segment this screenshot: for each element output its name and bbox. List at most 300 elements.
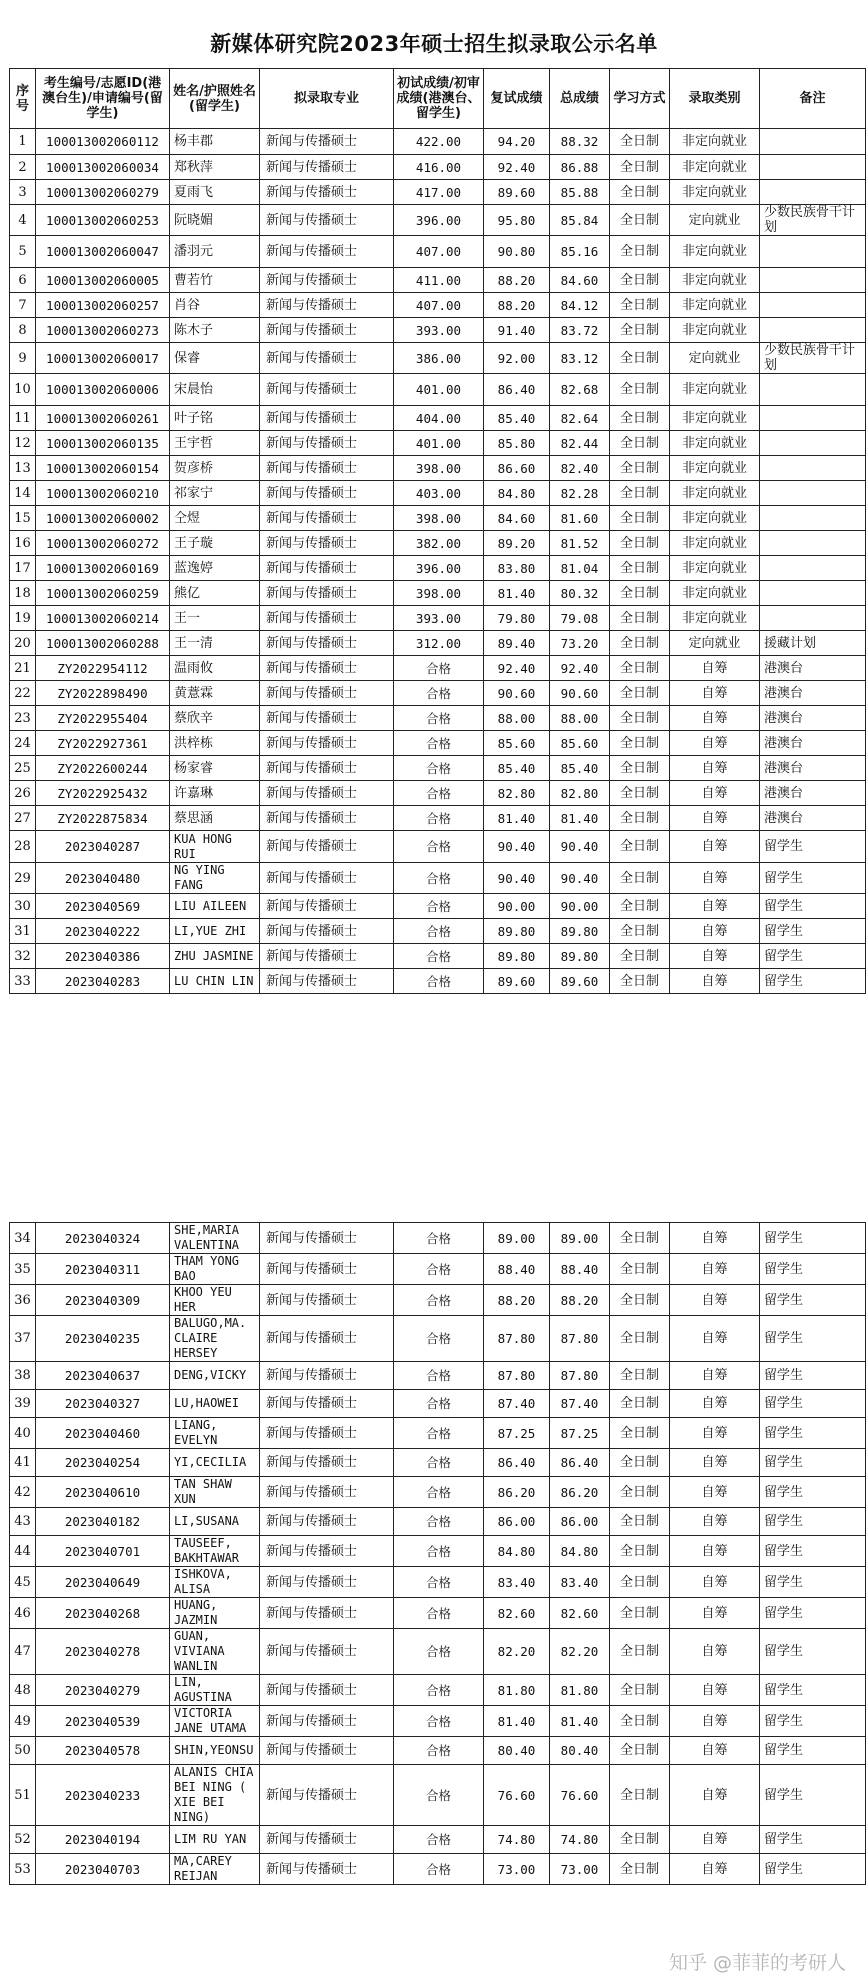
cell-note xyxy=(760,129,866,155)
cell-category: 自筹 xyxy=(670,756,760,781)
cell-name: YI,CECILIA xyxy=(170,1449,260,1477)
cell-major: 新闻与传播硕士 xyxy=(260,531,394,556)
cell-name: 仝煜 xyxy=(170,506,260,531)
cell-retest: 84.80 xyxy=(484,481,550,506)
cell-retest: 81.40 xyxy=(484,1706,550,1737)
cell-initial: 393.00 xyxy=(394,606,484,631)
header-id: 考生编号/志愿ID(港澳台生)/申请编号(留学生) xyxy=(36,69,170,129)
cell-total: 74.80 xyxy=(550,1826,610,1854)
cell-id: 2023040610 xyxy=(36,1477,170,1508)
cell-seq: 44 xyxy=(10,1536,36,1567)
cell-id: ZY2022925432 xyxy=(36,781,170,806)
cell-note xyxy=(760,431,866,456)
cell-seq: 22 xyxy=(10,681,36,706)
cell-major: 新闻与传播硕士 xyxy=(260,1254,394,1285)
cell-initial: 合格 xyxy=(394,656,484,681)
cell-seq: 17 xyxy=(10,556,36,581)
cell-seq: 8 xyxy=(10,318,36,343)
cell-mode: 全日制 xyxy=(610,681,670,706)
cell-category: 非定向就业 xyxy=(670,431,760,456)
cell-major: 新闻与传播硕士 xyxy=(260,1765,394,1826)
cell-mode: 全日制 xyxy=(610,1536,670,1567)
cell-category: 非定向就业 xyxy=(670,180,760,205)
cell-note: 少数民族骨干计划 xyxy=(760,343,866,374)
cell-mode: 全日制 xyxy=(610,205,670,236)
cell-initial: 合格 xyxy=(394,863,484,894)
cell-category: 自筹 xyxy=(670,1629,760,1675)
cell-mode: 全日制 xyxy=(610,969,670,994)
cell-id: 2023040194 xyxy=(36,1826,170,1854)
cell-retest: 83.40 xyxy=(484,1567,550,1598)
cell-note: 港澳台 xyxy=(760,681,866,706)
cell-retest: 85.80 xyxy=(484,431,550,456)
cell-id: 100013002060210 xyxy=(36,481,170,506)
cell-note xyxy=(760,556,866,581)
cell-total: 81.80 xyxy=(550,1675,610,1706)
cell-major: 新闻与传播硕士 xyxy=(260,236,394,268)
cell-category: 非定向就业 xyxy=(670,456,760,481)
cell-mode: 全日制 xyxy=(610,268,670,293)
cell-id: 100013002060002 xyxy=(36,506,170,531)
cell-major: 新闻与传播硕士 xyxy=(260,731,394,756)
cell-mode: 全日制 xyxy=(610,431,670,456)
cell-seq: 29 xyxy=(10,863,36,894)
cell-name: TAN SHAW XUN xyxy=(170,1477,260,1508)
cell-total: 80.40 xyxy=(550,1737,610,1765)
cell-category: 自筹 xyxy=(670,1598,760,1629)
header-seq: 序号 xyxy=(10,69,36,129)
cell-seq: 21 xyxy=(10,656,36,681)
table-row xyxy=(10,606,866,631)
cell-id: 2023040539 xyxy=(36,1706,170,1737)
table-row xyxy=(10,706,866,731)
cell-mode: 全日制 xyxy=(610,1598,670,1629)
cell-retest: 88.40 xyxy=(484,1254,550,1285)
cell-initial: 合格 xyxy=(394,1285,484,1316)
cell-initial: 398.00 xyxy=(394,456,484,481)
cell-seq: 43 xyxy=(10,1508,36,1536)
cell-name: NG YING FANG xyxy=(170,863,260,894)
cell-total: 81.40 xyxy=(550,1706,610,1737)
cell-retest: 86.20 xyxy=(484,1477,550,1508)
table-row xyxy=(10,1826,866,1854)
cell-name: 祁家宁 xyxy=(170,481,260,506)
cell-retest: 85.40 xyxy=(484,406,550,431)
table-row xyxy=(10,781,866,806)
cell-major: 新闻与传播硕士 xyxy=(260,1598,394,1629)
cell-initial: 382.00 xyxy=(394,531,484,556)
cell-seq: 2 xyxy=(10,155,36,180)
cell-retest: 87.40 xyxy=(484,1390,550,1418)
cell-note: 留学生 xyxy=(760,1285,866,1316)
cell-category: 自筹 xyxy=(670,806,760,831)
cell-major: 新闻与传播硕士 xyxy=(260,1536,394,1567)
cell-retest: 87.80 xyxy=(484,1316,550,1362)
cell-category: 非定向就业 xyxy=(670,293,760,318)
cell-seq: 52 xyxy=(10,1826,36,1854)
cell-category: 自筹 xyxy=(670,944,760,969)
cell-note: 留学生 xyxy=(760,1675,866,1706)
cell-retest: 95.80 xyxy=(484,205,550,236)
cell-id: 2023040278 xyxy=(36,1629,170,1675)
cell-seq: 47 xyxy=(10,1629,36,1675)
cell-total: 81.52 xyxy=(550,531,610,556)
cell-category: 自筹 xyxy=(670,1826,760,1854)
cell-total: 89.60 xyxy=(550,969,610,994)
cell-retest: 90.40 xyxy=(484,863,550,894)
cell-name: GUAN, VIVIANA WANLIN xyxy=(170,1629,260,1675)
table-row xyxy=(10,1536,866,1567)
cell-retest: 92.40 xyxy=(484,656,550,681)
cell-note: 留学生 xyxy=(760,1390,866,1418)
cell-id: 100013002060261 xyxy=(36,406,170,431)
cell-category: 自筹 xyxy=(670,1362,760,1390)
cell-total: 85.40 xyxy=(550,756,610,781)
cell-total: 85.60 xyxy=(550,731,610,756)
cell-category: 非定向就业 xyxy=(670,406,760,431)
cell-note: 留学生 xyxy=(760,831,866,863)
cell-mode: 全日制 xyxy=(610,406,670,431)
cell-seq: 39 xyxy=(10,1390,36,1418)
cell-name: 叶子铭 xyxy=(170,406,260,431)
cell-note: 港澳台 xyxy=(760,706,866,731)
cell-note: 港澳台 xyxy=(760,731,866,756)
cell-category: 自筹 xyxy=(670,1223,760,1254)
cell-initial: 407.00 xyxy=(394,236,484,268)
cell-mode: 全日制 xyxy=(610,756,670,781)
cell-mode: 全日制 xyxy=(610,581,670,606)
cell-major: 新闻与传播硕士 xyxy=(260,1390,394,1418)
cell-initial: 合格 xyxy=(394,781,484,806)
cell-category: 自筹 xyxy=(670,1706,760,1737)
cell-mode: 全日制 xyxy=(610,631,670,656)
cell-mode: 全日制 xyxy=(610,374,670,406)
cell-major: 新闻与传播硕士 xyxy=(260,831,394,863)
cell-mode: 全日制 xyxy=(610,1737,670,1765)
cell-note xyxy=(760,236,866,268)
cell-retest: 88.20 xyxy=(484,1285,550,1316)
cell-total: 86.20 xyxy=(550,1477,610,1508)
cell-seq: 3 xyxy=(10,180,36,205)
cell-total: 84.60 xyxy=(550,268,610,293)
cell-note: 留学生 xyxy=(760,894,866,919)
cell-major: 新闻与传播硕士 xyxy=(260,1567,394,1598)
cell-total: 92.40 xyxy=(550,656,610,681)
cell-major: 新闻与传播硕士 xyxy=(260,894,394,919)
cell-category: 自筹 xyxy=(670,1477,760,1508)
cell-initial: 合格 xyxy=(394,1362,484,1390)
cell-name: 肖谷 xyxy=(170,293,260,318)
cell-retest: 84.60 xyxy=(484,506,550,531)
cell-name: SHE,MARIA VALENTINA xyxy=(170,1223,260,1254)
cell-category: 定向就业 xyxy=(670,205,760,236)
cell-retest: 90.80 xyxy=(484,236,550,268)
cell-note xyxy=(760,456,866,481)
cell-seq: 30 xyxy=(10,894,36,919)
cell-initial: 422.00 xyxy=(394,129,484,155)
cell-category: 非定向就业 xyxy=(670,506,760,531)
cell-category: 自筹 xyxy=(670,1854,760,1885)
cell-major: 新闻与传播硕士 xyxy=(260,205,394,236)
header-initial: 初试成绩/初审成绩(港澳台、留学生) xyxy=(394,69,484,129)
cell-major: 新闻与传播硕士 xyxy=(260,969,394,994)
cell-mode: 全日制 xyxy=(610,944,670,969)
cell-mode: 全日制 xyxy=(610,293,670,318)
cell-seq: 5 xyxy=(10,236,36,268)
cell-total: 81.04 xyxy=(550,556,610,581)
cell-total: 90.40 xyxy=(550,831,610,863)
cell-note: 留学生 xyxy=(760,1223,866,1254)
cell-seq: 7 xyxy=(10,293,36,318)
cell-total: 88.40 xyxy=(550,1254,610,1285)
cell-seq: 6 xyxy=(10,268,36,293)
cell-major: 新闻与传播硕士 xyxy=(260,1706,394,1737)
cell-name: 宋晨怡 xyxy=(170,374,260,406)
table-row xyxy=(10,1706,866,1737)
cell-initial: 合格 xyxy=(394,1418,484,1449)
cell-initial: 合格 xyxy=(394,1223,484,1254)
cell-major: 新闻与传播硕士 xyxy=(260,806,394,831)
table-row xyxy=(10,374,866,406)
cell-category: 自筹 xyxy=(670,863,760,894)
cell-retest: 89.40 xyxy=(484,631,550,656)
cell-initial: 合格 xyxy=(394,1826,484,1854)
cell-note: 留学生 xyxy=(760,1706,866,1737)
cell-seq: 31 xyxy=(10,919,36,944)
cell-retest: 85.60 xyxy=(484,731,550,756)
cell-major: 新闻与传播硕士 xyxy=(260,1675,394,1706)
cell-note: 留学生 xyxy=(760,1567,866,1598)
cell-mode: 全日制 xyxy=(610,1477,670,1508)
cell-mode: 全日制 xyxy=(610,1449,670,1477)
cell-mode: 全日制 xyxy=(610,1826,670,1854)
cell-category: 非定向就业 xyxy=(670,268,760,293)
cell-initial: 407.00 xyxy=(394,293,484,318)
cell-name: 王一清 xyxy=(170,631,260,656)
cell-seq: 25 xyxy=(10,756,36,781)
cell-retest: 86.60 xyxy=(484,456,550,481)
cell-initial: 398.00 xyxy=(394,581,484,606)
cell-initial: 合格 xyxy=(394,1390,484,1418)
cell-total: 85.88 xyxy=(550,180,610,205)
cell-mode: 全日制 xyxy=(610,863,670,894)
cell-id: 2023040386 xyxy=(36,944,170,969)
cell-name: 杨家睿 xyxy=(170,756,260,781)
cell-major: 新闻与传播硕士 xyxy=(260,431,394,456)
table-row xyxy=(10,1737,866,1765)
table-row xyxy=(10,831,866,863)
cell-note: 留学生 xyxy=(760,1316,866,1362)
cell-retest: 89.80 xyxy=(484,944,550,969)
cell-initial: 合格 xyxy=(394,1449,484,1477)
table-row xyxy=(10,1598,866,1629)
cell-id: 100013002060006 xyxy=(36,374,170,406)
cell-initial: 396.00 xyxy=(394,205,484,236)
cell-retest: 87.80 xyxy=(484,1362,550,1390)
cell-name: 夏雨飞 xyxy=(170,180,260,205)
cell-mode: 全日制 xyxy=(610,236,670,268)
cell-seq: 23 xyxy=(10,706,36,731)
table-row xyxy=(10,1223,866,1254)
cell-mode: 全日制 xyxy=(610,481,670,506)
cell-id: 2023040578 xyxy=(36,1737,170,1765)
cell-mode: 全日制 xyxy=(610,656,670,681)
cell-name: LIM RU YAN xyxy=(170,1826,260,1854)
table-row xyxy=(10,205,866,236)
cell-total: 82.64 xyxy=(550,406,610,431)
cell-id: 100013002060257 xyxy=(36,293,170,318)
cell-initial: 417.00 xyxy=(394,180,484,205)
cell-retest: 82.20 xyxy=(484,1629,550,1675)
cell-total: 83.72 xyxy=(550,318,610,343)
cell-total: 90.00 xyxy=(550,894,610,919)
cell-major: 新闻与传播硕士 xyxy=(260,1285,394,1316)
cell-retest: 88.20 xyxy=(484,268,550,293)
table-row xyxy=(10,581,866,606)
cell-initial: 合格 xyxy=(394,1765,484,1826)
cell-mode: 全日制 xyxy=(610,1629,670,1675)
cell-major: 新闻与传播硕士 xyxy=(260,756,394,781)
cell-category: 自筹 xyxy=(670,919,760,944)
cell-total: 82.68 xyxy=(550,374,610,406)
cell-initial: 合格 xyxy=(394,1567,484,1598)
cell-initial: 312.00 xyxy=(394,631,484,656)
cell-total: 82.20 xyxy=(550,1629,610,1675)
cell-total: 88.20 xyxy=(550,1285,610,1316)
cell-major: 新闻与传播硕士 xyxy=(260,1826,394,1854)
cell-major: 新闻与传播硕士 xyxy=(260,863,394,894)
table-row xyxy=(10,268,866,293)
table-row xyxy=(10,919,866,944)
cell-total: 82.40 xyxy=(550,456,610,481)
cell-id: 100013002060272 xyxy=(36,531,170,556)
cell-name: 许嘉琳 xyxy=(170,781,260,806)
cell-retest: 81.40 xyxy=(484,806,550,831)
cell-category: 非定向就业 xyxy=(670,155,760,180)
cell-major: 新闻与传播硕士 xyxy=(260,706,394,731)
cell-total: 86.40 xyxy=(550,1449,610,1477)
cell-name: 熊亿 xyxy=(170,581,260,606)
cell-name: LU CHIN LIN xyxy=(170,969,260,994)
cell-major: 新闻与传播硕士 xyxy=(260,180,394,205)
cell-category: 自筹 xyxy=(670,1567,760,1598)
cell-major: 新闻与传播硕士 xyxy=(260,268,394,293)
cell-id: 2023040309 xyxy=(36,1285,170,1316)
cell-seq: 45 xyxy=(10,1567,36,1598)
cell-name: 蔡思涵 xyxy=(170,806,260,831)
cell-mode: 全日制 xyxy=(610,1765,670,1826)
cell-note: 港澳台 xyxy=(760,806,866,831)
cell-initial: 合格 xyxy=(394,756,484,781)
cell-id: ZY2022927361 xyxy=(36,731,170,756)
cell-category: 自筹 xyxy=(670,1737,760,1765)
cell-total: 88.00 xyxy=(550,706,610,731)
cell-category: 自筹 xyxy=(670,1765,760,1826)
cell-id: ZY2022954112 xyxy=(36,656,170,681)
table-row xyxy=(10,806,866,831)
cell-category: 自筹 xyxy=(670,1508,760,1536)
cell-major: 新闻与传播硕士 xyxy=(260,781,394,806)
cell-name: VICTORIA JANE UTAMA xyxy=(170,1706,260,1737)
cell-id: 100013002060047 xyxy=(36,236,170,268)
cell-note xyxy=(760,318,866,343)
cell-major: 新闻与传播硕士 xyxy=(260,656,394,681)
cell-retest: 76.60 xyxy=(484,1765,550,1826)
cell-total: 83.40 xyxy=(550,1567,610,1598)
table-row xyxy=(10,756,866,781)
cell-note xyxy=(760,581,866,606)
cell-retest: 81.40 xyxy=(484,581,550,606)
cell-category: 自筹 xyxy=(670,706,760,731)
cell-retest: 86.00 xyxy=(484,1508,550,1536)
cell-name: 黄薏霖 xyxy=(170,681,260,706)
cell-major: 新闻与传播硕士 xyxy=(260,1629,394,1675)
cell-total: 83.12 xyxy=(550,343,610,374)
cell-initial: 393.00 xyxy=(394,318,484,343)
cell-mode: 全日制 xyxy=(610,1254,670,1285)
cell-initial: 合格 xyxy=(394,831,484,863)
cell-name: MA,CAREY REIJAN xyxy=(170,1854,260,1885)
cell-name: 王宇哲 xyxy=(170,431,260,456)
cell-initial: 合格 xyxy=(394,1477,484,1508)
cell-category: 非定向就业 xyxy=(670,318,760,343)
cell-name: ALANIS CHIA BEI NING ( XIE BEI NING) xyxy=(170,1765,260,1826)
cell-name: LI,YUE ZHI xyxy=(170,919,260,944)
header-retest: 复试成绩 xyxy=(484,69,550,129)
cell-seq: 11 xyxy=(10,406,36,431)
cell-mode: 全日制 xyxy=(610,1316,670,1362)
cell-retest: 94.20 xyxy=(484,129,550,155)
cell-major: 新闻与传播硕士 xyxy=(260,481,394,506)
cell-id: 2023040311 xyxy=(36,1254,170,1285)
cell-initial: 396.00 xyxy=(394,556,484,581)
cell-total: 87.40 xyxy=(550,1390,610,1418)
cell-category: 自筹 xyxy=(670,1316,760,1362)
table-row xyxy=(10,631,866,656)
cell-initial: 合格 xyxy=(394,706,484,731)
cell-major: 新闻与传播硕士 xyxy=(260,631,394,656)
cell-note xyxy=(760,406,866,431)
cell-initial: 401.00 xyxy=(394,374,484,406)
table-row xyxy=(10,431,866,456)
cell-id: 100013002060112 xyxy=(36,129,170,155)
cell-name: LIN, AGUSTINA xyxy=(170,1675,260,1706)
table-row xyxy=(10,681,866,706)
table-row xyxy=(10,236,866,268)
cell-name: 贺彦桥 xyxy=(170,456,260,481)
cell-name: BALUGO,MA. CLAIRE HERSEY xyxy=(170,1316,260,1362)
cell-id: 100013002060279 xyxy=(36,180,170,205)
cell-mode: 全日制 xyxy=(610,318,670,343)
table-row xyxy=(10,1390,866,1418)
cell-initial: 合格 xyxy=(394,1254,484,1285)
cell-total: 80.32 xyxy=(550,581,610,606)
cell-id: 2023040637 xyxy=(36,1362,170,1390)
cell-id: 100013002060288 xyxy=(36,631,170,656)
cell-major: 新闻与传播硕士 xyxy=(260,318,394,343)
cell-total: 82.60 xyxy=(550,1598,610,1629)
table-row xyxy=(10,1765,866,1826)
cell-note: 留学生 xyxy=(760,1629,866,1675)
cell-category: 自筹 xyxy=(670,1675,760,1706)
cell-seq: 33 xyxy=(10,969,36,994)
cell-name: SHIN,YEONSU xyxy=(170,1737,260,1765)
cell-category: 自筹 xyxy=(670,894,760,919)
cell-retest: 74.80 xyxy=(484,1826,550,1854)
table-row xyxy=(10,1285,866,1316)
cell-seq: 18 xyxy=(10,581,36,606)
table-row xyxy=(10,1508,866,1536)
